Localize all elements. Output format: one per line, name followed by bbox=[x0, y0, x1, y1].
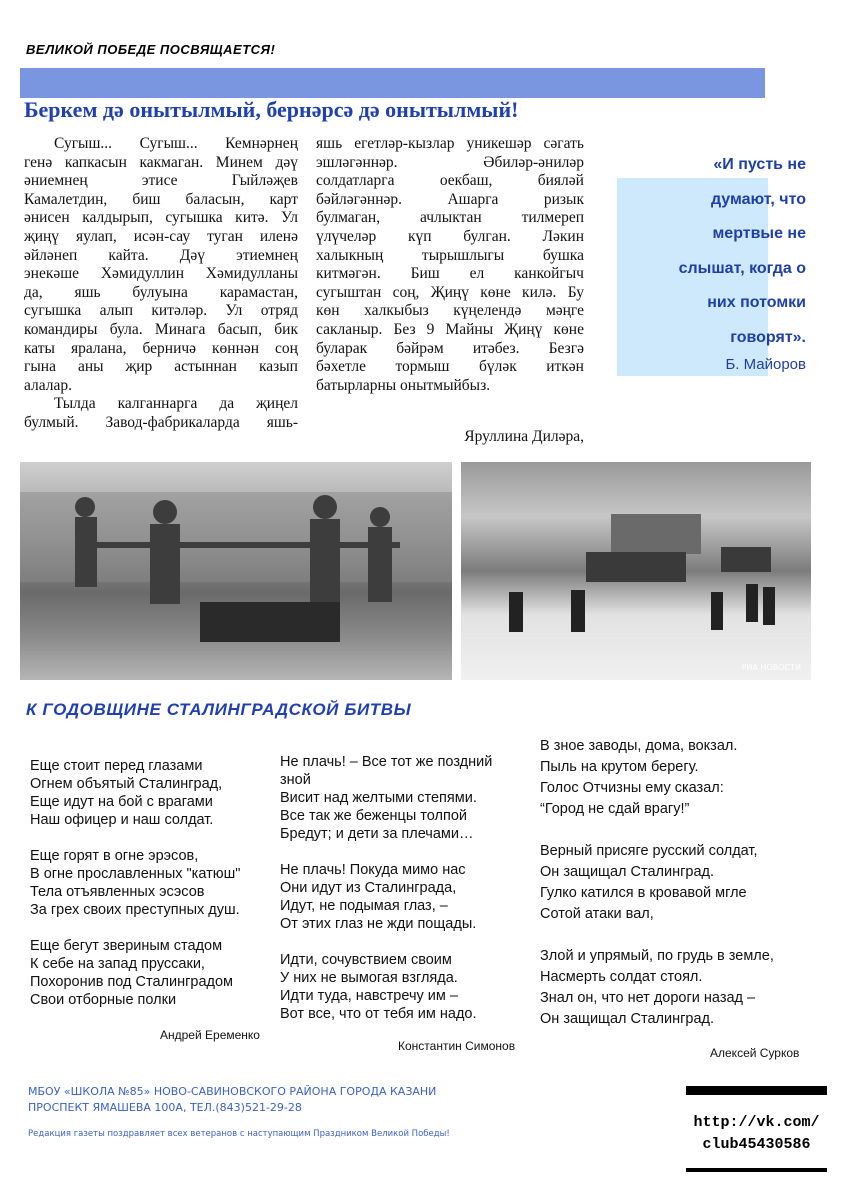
article-line bbox=[24, 247, 298, 266]
article-line bbox=[24, 284, 298, 303]
article-line bbox=[24, 172, 298, 191]
word: җир bbox=[125, 358, 153, 376]
word: энекәше bbox=[24, 265, 80, 283]
word: да bbox=[219, 395, 235, 413]
article-line bbox=[24, 135, 298, 154]
word: бик bbox=[274, 320, 298, 338]
word: Җиңү bbox=[504, 320, 543, 338]
word: Хәмидуллин bbox=[100, 265, 185, 283]
article-line bbox=[316, 135, 584, 154]
poem-line: У них не вымогая взгляда. bbox=[280, 970, 458, 986]
word: Хәмидулланы bbox=[205, 265, 298, 283]
poem-line: От этих глаз не жди пощады. bbox=[280, 916, 477, 932]
word: көннән bbox=[212, 339, 260, 357]
word: бушка bbox=[542, 246, 584, 264]
poem-line: Идти, сочувствием своим bbox=[280, 952, 452, 968]
stanza-gap bbox=[30, 829, 240, 847]
quote-line: говорят». bbox=[730, 328, 806, 346]
word: килә. bbox=[522, 283, 557, 301]
word: яулап, bbox=[76, 227, 117, 245]
article-line bbox=[316, 340, 584, 359]
word: Җиңү bbox=[430, 283, 469, 301]
word: этисе bbox=[141, 172, 178, 190]
quote-line: мертвые не bbox=[712, 225, 806, 242]
word: көне bbox=[480, 283, 511, 301]
article-line bbox=[316, 321, 584, 340]
word: алып bbox=[99, 302, 134, 320]
divider-top bbox=[686, 1086, 827, 1095]
word: какмаган. bbox=[139, 153, 204, 171]
poem-author-surkov: Алексей Сурков bbox=[710, 1046, 800, 1060]
poem-line: Идут, не подымая глаз, – bbox=[280, 898, 448, 914]
poem-line: Вот все, что от тебя им надо. bbox=[280, 1006, 477, 1022]
word: булуына bbox=[132, 283, 188, 301]
stanza-gap bbox=[280, 933, 492, 951]
word: Безгә bbox=[548, 339, 584, 357]
poem-line: Свои отборные полки bbox=[30, 992, 177, 1008]
photo-tanks-battle bbox=[461, 462, 811, 680]
stanza-gap bbox=[30, 919, 240, 937]
word: дәү bbox=[275, 153, 298, 171]
headline: Беркем дә онытылмый, бернәрсә дә онытылмый! bbox=[24, 97, 519, 122]
poem-line: Злой и упрямый, по грудь в земле, bbox=[540, 948, 774, 964]
poem-line: Пыль на крутом берегу. bbox=[540, 759, 699, 775]
poem-line: Тела отъявленных эсэсов bbox=[30, 884, 205, 900]
word: булмаган, bbox=[316, 209, 381, 227]
article-line bbox=[316, 302, 584, 321]
word: Тылда bbox=[54, 395, 96, 413]
word: Ул bbox=[281, 209, 298, 227]
article-line bbox=[316, 191, 584, 210]
divider-bottom bbox=[686, 1168, 827, 1172]
poem-line: Не плачь! – Все тот же поздний bbox=[280, 754, 493, 770]
word: отряд bbox=[260, 302, 298, 320]
poem-line: К себе на запад пруссаки, bbox=[30, 956, 205, 972]
photo-stalingrad-fountain bbox=[20, 462, 452, 680]
word: яшь bbox=[74, 283, 101, 301]
word: соң bbox=[275, 339, 298, 357]
word: командиры bbox=[24, 320, 98, 338]
word: канкойгыч bbox=[514, 265, 584, 283]
poem-line: Идти туда, навстречу им – bbox=[280, 988, 458, 1004]
word: тилмереп bbox=[521, 209, 584, 227]
poem-line: В огне прославленных "катюш" bbox=[30, 866, 241, 882]
article-line bbox=[316, 228, 584, 247]
word: китәләр. bbox=[151, 302, 208, 320]
stanza-gap bbox=[540, 820, 774, 841]
quote-author: Б. Майоров bbox=[725, 356, 806, 373]
word: ачлыктан bbox=[420, 209, 482, 227]
quote-line: думают, что bbox=[710, 190, 806, 208]
word: каты bbox=[24, 339, 55, 357]
article-line bbox=[24, 302, 298, 321]
section-title: К ГОДОВЩИНЕ СТАЛИНГРАДСКОЙ БИТВЫ bbox=[26, 700, 412, 719]
article-column-1 bbox=[24, 135, 298, 433]
word: Сугыш... bbox=[139, 135, 198, 152]
word: сәгать bbox=[543, 135, 584, 152]
word: тормыш bbox=[395, 358, 450, 376]
word: булмый. bbox=[24, 413, 79, 431]
word: биш bbox=[132, 190, 161, 208]
word: халыкның bbox=[316, 246, 384, 264]
poem-line: Еще бегут звериным стадом bbox=[30, 938, 223, 954]
poem-simonov bbox=[280, 753, 492, 1023]
kicker: ВЕЛИКОЙ ПОБЕДЕ ПОСВЯЩАЕТСЯ! bbox=[26, 42, 276, 57]
footer-school: МБОУ «ШКОЛА №85» НОВО-САВИНОВСКОГО РАЙОНА ГОРОДА КАЗАНИ bbox=[28, 1085, 437, 1098]
article-column-2 bbox=[316, 135, 584, 395]
word: Камалетдин, bbox=[24, 190, 108, 208]
poem-eremenko bbox=[30, 757, 240, 1009]
word: егетләр-кызлар bbox=[354, 135, 455, 152]
poem-line: Висит над желтыми степями. bbox=[280, 790, 477, 806]
footer-greeting: Редакция газеты поздравляет всех ветеранов с наступающим Праздником Великой Победы! bbox=[28, 1129, 450, 1139]
stanza-gap bbox=[280, 843, 492, 861]
header-band bbox=[20, 68, 765, 98]
quote-line: слышат, когда о bbox=[678, 259, 806, 277]
poem-line: Бредут; и дети за плечами… bbox=[280, 826, 474, 842]
word: да, bbox=[24, 283, 43, 301]
article-author: Яруллина Диләра, bbox=[464, 428, 584, 445]
word: әниемнең bbox=[24, 172, 88, 190]
poem-line: Сотой атаки вал, bbox=[540, 906, 654, 922]
article-line bbox=[316, 284, 584, 303]
poem-surkov bbox=[540, 736, 774, 1030]
word: бәйләгәннәр. bbox=[316, 190, 403, 208]
photo-fountain-figures bbox=[20, 462, 452, 680]
article-line-text: алалар. bbox=[24, 376, 73, 394]
word: астыннан bbox=[174, 358, 237, 376]
word: Дәү bbox=[179, 246, 205, 264]
article-line bbox=[24, 414, 298, 433]
word: ризык bbox=[543, 190, 584, 208]
poem-line: Наш офицер и наш солдат. bbox=[30, 812, 214, 828]
poem-line: “Город не сдай врагу!” bbox=[540, 801, 690, 817]
article-line-text: батырларны онытмыйбыз. bbox=[316, 376, 491, 394]
word: карамастан, bbox=[219, 283, 298, 301]
word: туган bbox=[207, 227, 243, 245]
word: Майны bbox=[445, 320, 494, 338]
word: Бу bbox=[567, 283, 584, 301]
word: Завод-фабрикаларда bbox=[105, 413, 240, 431]
word: гына bbox=[24, 358, 56, 376]
word: бияләй bbox=[537, 172, 584, 190]
word: Гыйләҗев bbox=[231, 172, 298, 190]
quote-line: «И пусть не bbox=[713, 156, 806, 173]
poem-line: Не плачь! Покуда мимо нас bbox=[280, 862, 466, 878]
poem-line: Они идут из Сталинграда, bbox=[280, 880, 457, 896]
word: әйләнеп bbox=[24, 246, 78, 264]
word: Минем bbox=[215, 153, 263, 171]
word: уникешәр bbox=[466, 135, 532, 152]
word: китмәгән. bbox=[316, 265, 381, 283]
poem-author-eremenko: Андрей Еременко bbox=[160, 1028, 260, 1042]
poem-line: Голос Отчизны ему сказал: bbox=[540, 780, 724, 796]
word: басып, bbox=[217, 320, 262, 338]
poem-line: Он защищал Сталинград. bbox=[540, 864, 715, 880]
article-line bbox=[316, 377, 584, 396]
photo-watermark: РИА НОВОСТИ bbox=[741, 663, 801, 672]
article-line bbox=[24, 209, 298, 228]
word: Без bbox=[393, 320, 416, 338]
word: ел bbox=[469, 265, 485, 283]
word: бәхетле bbox=[316, 358, 367, 376]
word: сакланыр. bbox=[316, 320, 383, 338]
word: аны bbox=[77, 358, 104, 376]
poem-line: За грех своих преступных душ. bbox=[30, 902, 240, 918]
word: Сугыш... bbox=[54, 135, 113, 152]
article-line bbox=[316, 265, 584, 284]
poem-line: Еще горят в огне эрэсов, bbox=[30, 848, 199, 864]
word: көн bbox=[316, 302, 340, 320]
vk-link-line2[interactable]: club45430586 bbox=[702, 1136, 811, 1153]
word: халкыбыз bbox=[364, 302, 429, 320]
word: соң, bbox=[392, 283, 420, 301]
word: генә bbox=[24, 153, 53, 171]
poem-line: В зное заводы, дома, вокзал. bbox=[540, 738, 738, 754]
article-line bbox=[316, 154, 584, 173]
word: күңелендә bbox=[453, 302, 522, 320]
poem-line: Все так же беженцы толпой bbox=[280, 808, 467, 824]
word: яшь- bbox=[266, 413, 298, 431]
word: калганнарга bbox=[117, 395, 198, 413]
quote-line: них потомки bbox=[707, 294, 806, 311]
word: исән-сау bbox=[133, 227, 191, 245]
word: әнисен bbox=[24, 209, 70, 227]
photo-tanks-soldiers bbox=[461, 462, 811, 680]
word: калдырып, bbox=[82, 209, 153, 227]
word: тырышлыгы bbox=[421, 246, 505, 264]
poem-line: Похоронив под Сталинградом bbox=[30, 974, 234, 990]
poem-line: Еще идут на бой с врагами bbox=[30, 794, 213, 810]
word: эшләгәннәр. bbox=[316, 153, 398, 171]
word: баласын, bbox=[185, 190, 245, 208]
article-line bbox=[316, 247, 584, 266]
article-line bbox=[24, 228, 298, 247]
word: солдатларга bbox=[316, 172, 395, 190]
word: иткән bbox=[546, 358, 584, 376]
poem-line: Он защищал Сталинград. bbox=[540, 1011, 715, 1027]
article-line bbox=[316, 172, 584, 191]
article-line bbox=[24, 265, 298, 284]
word: оекбаш, bbox=[439, 172, 493, 190]
word: Ашарга bbox=[447, 190, 499, 208]
word: сугышка bbox=[165, 209, 223, 227]
article-line bbox=[24, 154, 298, 173]
vk-link-line1[interactable]: http://vk.com/ bbox=[693, 1114, 820, 1131]
word: Ләкин bbox=[542, 227, 584, 245]
word: булган. bbox=[463, 227, 511, 245]
article-line bbox=[24, 191, 298, 210]
article-line bbox=[24, 321, 298, 340]
word: берничә bbox=[142, 339, 197, 357]
word: иленә bbox=[259, 227, 298, 245]
word: этиемнең bbox=[236, 246, 298, 264]
word: кайта. bbox=[108, 246, 149, 264]
poem-line: Насмерть солдат стоял. bbox=[540, 969, 703, 985]
word: карт bbox=[269, 190, 298, 208]
word: яшь bbox=[316, 135, 343, 152]
word: 9 bbox=[426, 320, 435, 338]
poem-line: Знал он, что нет дороги назад – bbox=[540, 990, 756, 1006]
article-line bbox=[316, 358, 584, 377]
poem-line: зной bbox=[280, 772, 311, 788]
poem-line: Верный присяге русский солдат, bbox=[540, 843, 758, 859]
word: бәйрәм bbox=[396, 339, 444, 357]
word: капкасын bbox=[64, 153, 127, 171]
article-line bbox=[24, 395, 298, 414]
word: үлүчеләр bbox=[316, 227, 377, 245]
poem-line: Гулко катился в кровавой мгле bbox=[540, 885, 747, 901]
word: була. bbox=[109, 320, 143, 338]
word: Минага bbox=[154, 320, 206, 338]
article-line bbox=[316, 209, 584, 228]
stanza-gap bbox=[540, 925, 774, 946]
article-line bbox=[24, 340, 298, 359]
word: китә. bbox=[235, 209, 269, 227]
article-line bbox=[24, 358, 298, 377]
word: сугыштан bbox=[316, 283, 382, 301]
vk-link[interactable] bbox=[686, 1112, 827, 1156]
word: Ул bbox=[225, 302, 243, 320]
word: итәбез. bbox=[472, 339, 520, 357]
word: җиңү bbox=[24, 227, 60, 245]
word: көне bbox=[553, 320, 584, 338]
quote bbox=[586, 148, 806, 355]
word: сугышка bbox=[24, 302, 82, 320]
poem-line: Еще стоит перед глазами bbox=[30, 758, 203, 774]
word: Әбиләр-әниләр bbox=[483, 153, 584, 171]
word: мәңге bbox=[545, 302, 584, 320]
footer-address: ПРОСПЕКТ ЯМАШЕВА 100А, ТЕЛ.(843)521-29-28 bbox=[28, 1101, 302, 1114]
word: Биш bbox=[410, 265, 440, 283]
word: бүләк bbox=[478, 358, 517, 376]
poem-line: Огнем объятый Сталинград, bbox=[30, 776, 223, 792]
poem-author-simonov: Константин Симонов bbox=[398, 1039, 516, 1053]
article-line bbox=[24, 377, 298, 396]
word: күп bbox=[407, 227, 432, 245]
word: яралана, bbox=[70, 339, 127, 357]
word: казып bbox=[258, 358, 298, 376]
word: җиңел bbox=[256, 395, 298, 413]
word: буларак bbox=[316, 339, 368, 357]
word: Кемнәрнең bbox=[225, 135, 298, 152]
